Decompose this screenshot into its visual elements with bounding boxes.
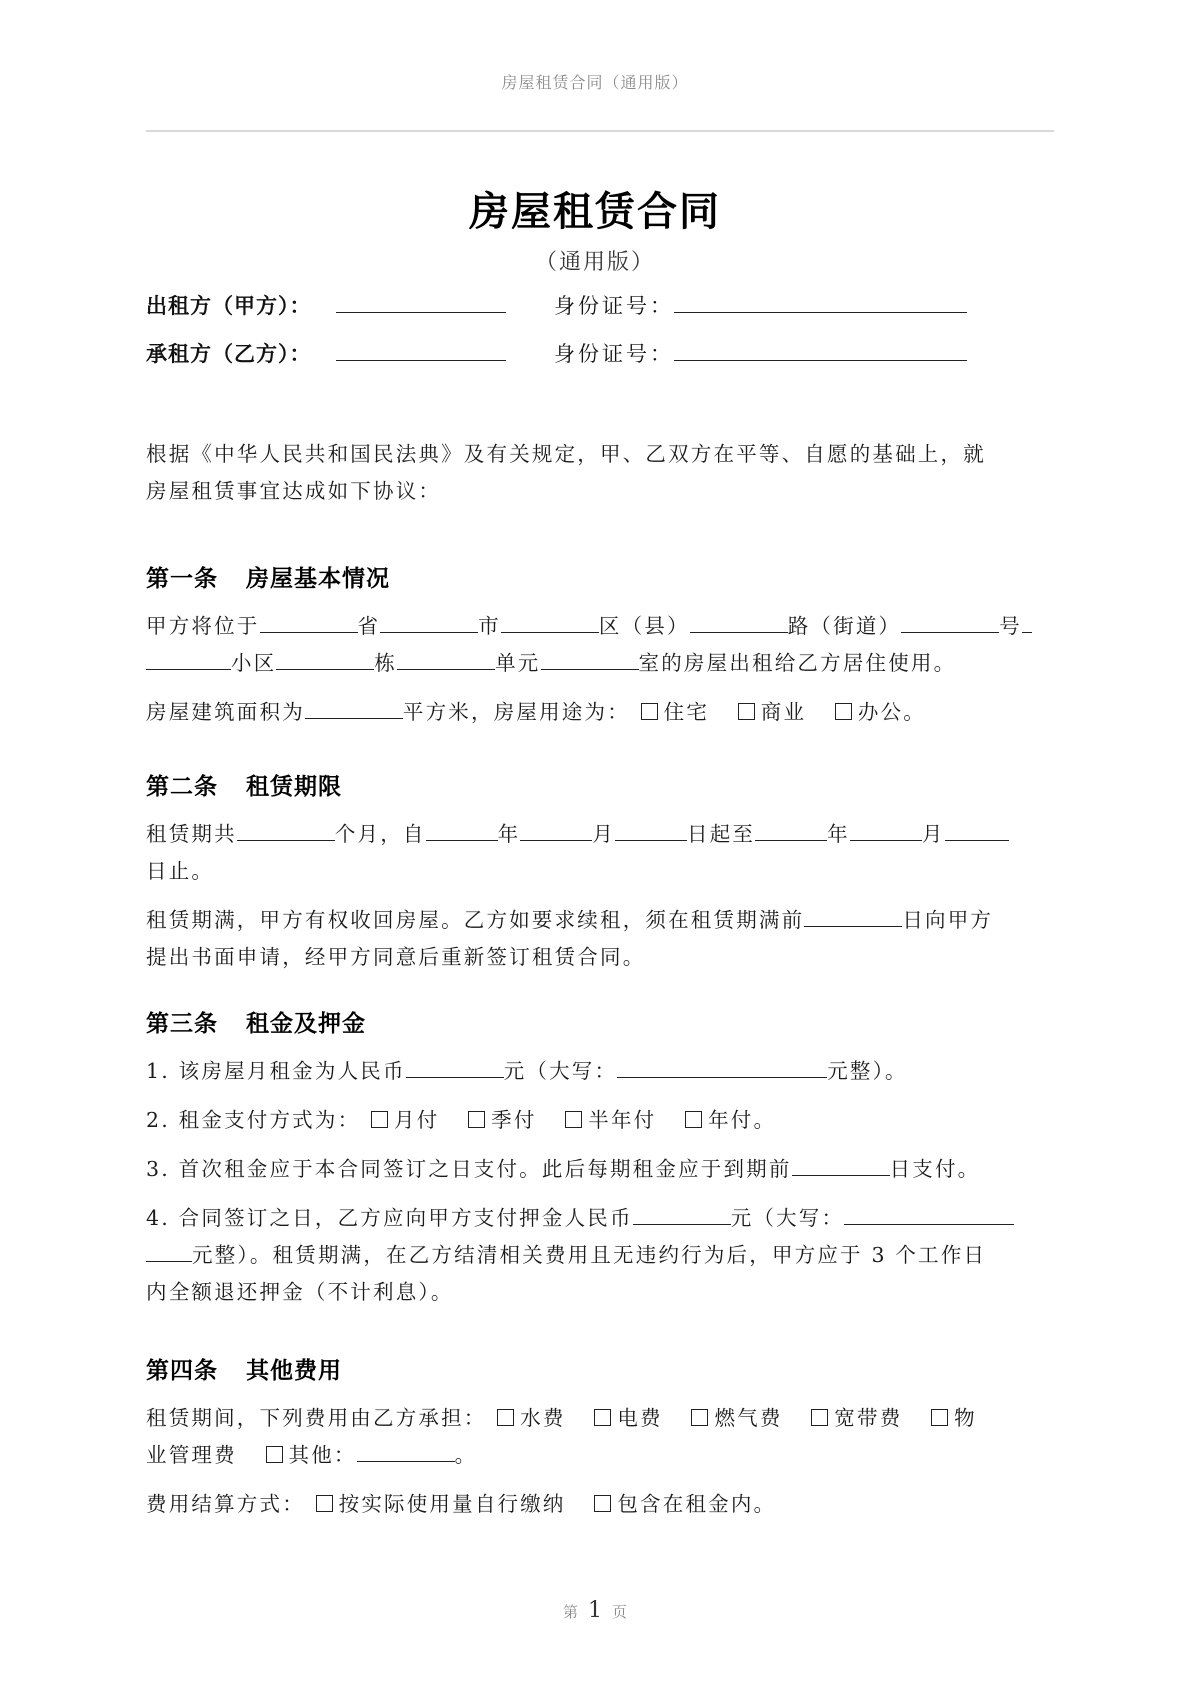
text-segment: 元（大写：: [503, 1059, 618, 1083]
text-segment: 租赁期间，下列费用由乙方承担：: [146, 1406, 487, 1430]
article-4-body: [146, 1400, 1054, 1523]
article-2-renew-line-1: [146, 902, 1054, 939]
article-3-title: 租金及押金: [246, 1011, 366, 1037]
lessee-name-blank[interactable]: [336, 340, 506, 361]
deposit-words-blank-cont: [146, 1243, 192, 1262]
article-3-item-4-line-2: [146, 1237, 1054, 1274]
lessor-id-blank[interactable]: [674, 292, 967, 313]
article-4-number: 第四条: [146, 1358, 218, 1384]
deposit-words-blank[interactable]: [844, 1206, 1014, 1225]
page-number-value: 1: [588, 1598, 602, 1623]
article-1-address-line-1: [146, 608, 1054, 645]
text-segment: 日起至: [687, 822, 756, 846]
article-2-term-line: [146, 816, 1054, 853]
pay-option-semiannual[interactable]: 半年付: [563, 1108, 656, 1132]
fee-option-electricity[interactable]: 电费: [592, 1406, 662, 1430]
settle-option-included[interactable]: 包含在租金内。: [592, 1492, 776, 1516]
province-blank[interactable]: [260, 614, 358, 633]
text-segment: 月: [921, 822, 945, 846]
text-segment: 市: [478, 614, 501, 638]
text-segment: 年: [497, 822, 521, 846]
number-blank-tail: [1022, 614, 1032, 633]
lessee-row: [146, 338, 967, 368]
pay-option-quarterly[interactable]: 季付: [466, 1108, 536, 1132]
document-title: 房屋租赁合同: [469, 189, 721, 235]
checkbox-icon[interactable]: [371, 1111, 388, 1128]
text-segment: 元整）。: [827, 1059, 908, 1083]
renew-days-blank[interactable]: [804, 908, 902, 927]
checkbox-icon[interactable]: [594, 1495, 611, 1512]
page-number: [0, 1598, 1190, 1623]
road-blank[interactable]: [690, 614, 788, 633]
start-month-blank[interactable]: [520, 822, 592, 841]
checkbox-icon[interactable]: [738, 703, 755, 720]
lessee-id-blank[interactable]: [674, 340, 967, 361]
end-day-blank[interactable]: [945, 822, 1009, 841]
text-segment: 元整）。租赁期满，在乙方结清相关费用且无违约行为后，甲方应于 3 个工作日: [192, 1243, 987, 1267]
text-segment: 4. 合同签订之日，乙方应向甲方支付押金人民币: [146, 1206, 633, 1230]
checkbox-icon[interactable]: [316, 1495, 333, 1512]
page-number-prefix: 第: [562, 1603, 578, 1621]
text-segment: 号: [999, 614, 1022, 638]
pay-option-annual[interactable]: 年付。: [683, 1108, 776, 1132]
checkbox-icon[interactable]: [685, 1111, 702, 1128]
checkbox-icon[interactable]: [641, 703, 658, 720]
checkbox-icon[interactable]: [835, 703, 852, 720]
rent-amount-blank[interactable]: [406, 1059, 504, 1078]
other-fee-blank[interactable]: [357, 1443, 455, 1462]
unit-blank[interactable]: [397, 651, 495, 670]
text-segment: 单元: [495, 651, 541, 675]
article-1-area-line: [146, 694, 1054, 731]
text-segment: 年: [827, 822, 850, 846]
text-segment: 路（街道）: [787, 614, 902, 638]
text-segment: 日向甲方: [902, 908, 994, 932]
article-4-fees-line-2: [146, 1437, 1054, 1474]
area-blank[interactable]: [305, 700, 403, 719]
end-month-blank[interactable]: [850, 822, 922, 841]
settle-option-self-pay[interactable]: 按实际使用量自行缴纳: [314, 1492, 566, 1516]
room-blank[interactable]: [541, 651, 639, 670]
deposit-amount-blank[interactable]: [633, 1206, 731, 1225]
fee-option-property[interactable]: 物: [929, 1406, 977, 1430]
fee-option-gas[interactable]: 燃气费: [689, 1406, 782, 1430]
running-header: 房屋租赁合同（通用版）: [501, 73, 689, 92]
article-2-term-end: 日止。: [146, 859, 215, 883]
lessor-name-blank[interactable]: [336, 292, 506, 313]
article-1-heading: [146, 560, 390, 593]
article-4-title: 其他费用: [246, 1358, 342, 1384]
checkbox-icon[interactable]: [594, 1409, 611, 1426]
months-blank[interactable]: [237, 822, 335, 841]
text-segment: 1. 该房屋月租金为人民币: [146, 1059, 406, 1083]
article-2-renew-line-2: 提出书面申请，经甲方同意后重新签订租赁合同。: [146, 945, 646, 969]
article-3-item-2: [146, 1102, 1054, 1139]
text-segment: 省: [357, 614, 381, 638]
text-segment: 栋: [374, 651, 398, 675]
lessor-label: 出租方（甲方）：: [146, 294, 312, 318]
fee-option-other[interactable]: 其他：: [264, 1443, 357, 1467]
text-segment: 3. 首次租金应于本合同签订之日支付。此后每期租金应于到期前: [146, 1157, 792, 1181]
number-blank[interactable]: [901, 614, 999, 633]
text-segment: 费用结算方式：: [146, 1492, 305, 1516]
article-1-number: 第一条: [146, 566, 218, 592]
fee-option-water[interactable]: 水费: [495, 1406, 565, 1430]
preamble-line-2: 房屋租赁事宜达成如下协议：: [146, 479, 442, 503]
end-year-blank[interactable]: [755, 822, 827, 841]
checkbox-icon[interactable]: [811, 1409, 828, 1426]
article-4-settle-line: [146, 1486, 1054, 1523]
start-year-blank[interactable]: [426, 822, 498, 841]
text-segment: 甲方将位于: [146, 614, 260, 638]
district-blank[interactable]: [501, 614, 599, 633]
start-day-blank[interactable]: [615, 822, 687, 841]
text-segment: 区（县）: [598, 614, 690, 638]
text-segment: 小区: [231, 651, 277, 675]
text-segment: 。: [454, 1443, 478, 1467]
text-segment: 月: [592, 822, 616, 846]
article-2-body: [146, 816, 1054, 976]
article-1-body: [146, 608, 1054, 731]
city-blank[interactable]: [380, 614, 478, 633]
article-2-title: 租赁期限: [246, 774, 342, 800]
article-3-item-1: [146, 1053, 1054, 1090]
lessee-id-label: 身份证号：: [554, 342, 674, 366]
text-segment: 室的房屋出租给乙方居住使用。: [638, 651, 957, 675]
article-3-item-4-line-3: 内全额退还押金（不计利息）。: [146, 1280, 454, 1304]
text-segment: 个月，自: [334, 822, 426, 846]
article-3-heading: [146, 1005, 366, 1038]
article-4-heading: [146, 1352, 342, 1385]
preamble-line-1: 根据《中华人民共和国民法典》及有关规定，甲、乙双方在平等、自愿的基础上，就: [146, 442, 986, 466]
community-blank[interactable]: [146, 651, 231, 670]
lessor-id-label: 身份证号：: [554, 294, 674, 318]
lessor-row: [146, 290, 967, 320]
checkbox-icon[interactable]: [691, 1409, 708, 1426]
document-subtitle: （通用版）: [534, 250, 655, 275]
article-3-item-3: [146, 1151, 1054, 1188]
use-option-commercial[interactable]: 商业: [736, 700, 806, 724]
checkbox-icon[interactable]: [565, 1111, 582, 1128]
article-3-number: 第三条: [146, 1011, 218, 1037]
text-segment: 元（大写：: [730, 1206, 845, 1230]
article-1-address-line-2: [146, 645, 1054, 682]
article-2-number: 第二条: [146, 774, 218, 800]
rent-amount-words-blank[interactable]: [617, 1059, 827, 1078]
article-4-fees-line-1: [146, 1400, 1054, 1437]
preamble: [146, 436, 1054, 510]
pay-days-blank[interactable]: [792, 1157, 890, 1176]
article-3-body: [146, 1053, 1054, 1311]
page-number-suffix: 页: [612, 1603, 628, 1621]
checkbox-icon[interactable]: [497, 1409, 514, 1426]
article-2-heading: [146, 768, 342, 801]
use-option-residential[interactable]: 住宅: [639, 700, 709, 724]
checkbox-icon[interactable]: [468, 1111, 485, 1128]
text-segment: 日支付。: [889, 1157, 981, 1181]
use-option-office[interactable]: 办公。: [833, 700, 926, 724]
checkbox-icon[interactable]: [266, 1446, 283, 1463]
header-divider: [146, 130, 1054, 132]
fee-option-broadband[interactable]: 宽带费: [809, 1406, 902, 1430]
text-segment: 租赁期满，甲方有权收回房屋。乙方如要求续租，须在租赁期满前: [146, 908, 805, 932]
checkbox-icon[interactable]: [931, 1409, 948, 1426]
pay-option-monthly[interactable]: 月付: [369, 1108, 439, 1132]
article-3-item-4-line-1: [146, 1200, 1054, 1237]
text-segment: 2. 租金支付方式为：: [146, 1108, 361, 1132]
lessee-label: 承租方（乙方）：: [146, 342, 312, 366]
text-segment: 业管理费: [146, 1443, 237, 1467]
text-segment: 租赁期共: [146, 822, 237, 846]
article-1-title: 房屋基本情况: [246, 566, 390, 592]
building-blank[interactable]: [276, 651, 374, 670]
text-segment: 房屋建筑面积为: [146, 700, 305, 724]
text-segment: 平方米，房屋用途为：: [402, 700, 630, 724]
